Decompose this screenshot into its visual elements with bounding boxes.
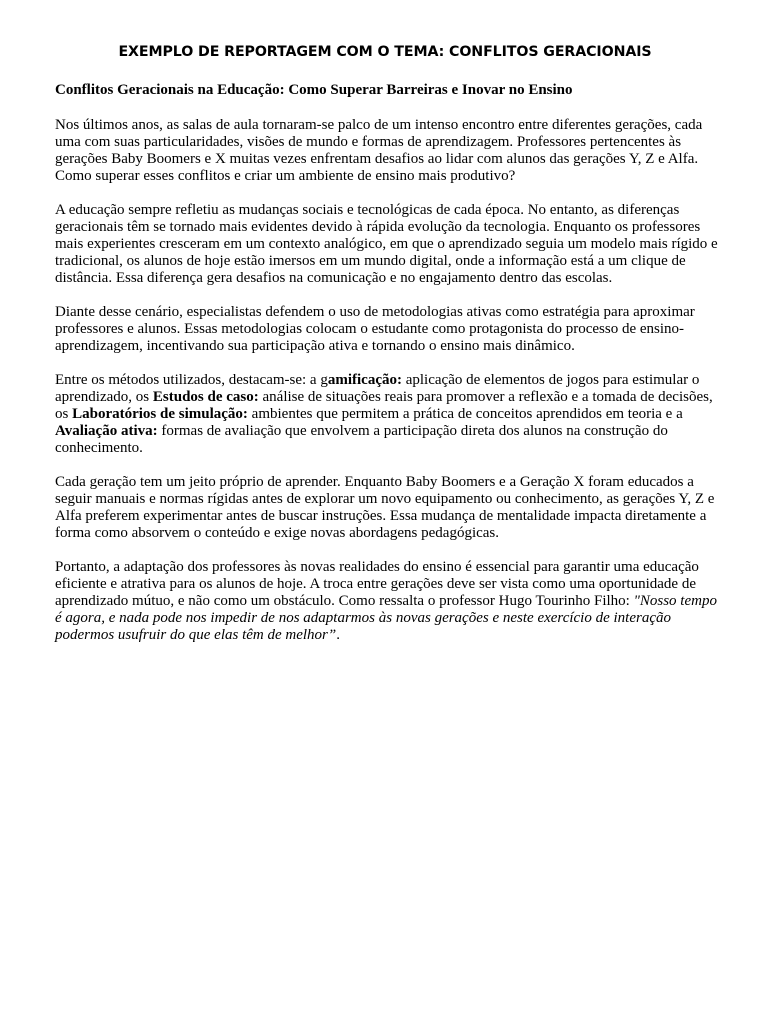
- professor-quote: "Nosso tempo é agora, e nada pode nos impedir de nos adaptarmos às novas gerações e neste exercício de interação podermos usufruir do que elas têm de melhor”: [55, 593, 717, 643]
- paragraph-6-end: .: [336, 627, 340, 643]
- paragraph-2: A educação sempre refletiu as mudanças sociais e tecnológicas de cada época. No entanto, as diferenças geracionais têm se tornado mais evidentes devido à rápida evolução da tecnologia. Enquanto os professores mais experientes cresceram em um contexto analógico, em que o aprendizado seguia um modelo mais rígido e tradicional, os alunos de hoje estão imersos em um mundo digital, onde a informação está a um clique de distância. Essa diferença gera desafios na comunicação e no engajamento dentro das escolas.: [55, 202, 718, 286]
- article-headline: Conflitos Geracionais na Educação: Como Superar Barreiras e Inovar no Ensino: [55, 82, 573, 98]
- desc-estudos-de-caso: análise de situações reais para promover a reflexão e a tomada de decisões, os: [55, 389, 713, 422]
- term-laboratorios: Laboratórios de simulação:: [72, 406, 248, 422]
- paragraph-4: [55, 372, 720, 457]
- term-gamificacao: amificação:: [327, 372, 402, 388]
- term-estudos-de-caso: Estudos de caso:: [152, 389, 259, 405]
- desc-avaliacao-ativa: formas de avaliação que envolvem a participação direta dos alunos na construção do conhecimento.: [55, 423, 668, 456]
- paragraph-3: Diante desse cenário, especialistas defendem o uso de metodologias ativas como estratégia para aproximar professores e alunos. Essas metodologias colocam o estudante como protagonista do processo de ensino-aprendizagem, incentivando sua participação ativa e tornando o ensino mais dinâmico.: [55, 304, 695, 354]
- paragraph-5: Cada geração tem um jeito próprio de aprender. Enquanto Baby Boomers e a Geração X foram educados a seguir manuais e normas rígidas antes de explorar um novo equipamento ou conhecimento, as gerações Y, Z e Alfa preferem experimentar antes de buscar instruções. Essa mudança de mentalidade impacta diretamente a forma como absorvem o conteúdo e exige novas abordagens pedagógicas.: [55, 474, 715, 541]
- desc-laboratorios: ambientes que permitem a prática de conceitos aprendidos em teoria e a: [247, 406, 683, 422]
- desc-gamificacao: aplicação de elementos de jogos para estimular o aprendizado, os: [55, 372, 700, 405]
- paragraph-6-text: Portanto, a adaptação dos professores às novas realidades do ensino é essencial para garantir uma educação eficiente e atrativa para os alunos de hoje. A troca entre gerações deve ser vista como uma oportunidade de aprendizado mútuo, e não como um obstáculo. Como ressalta o professor Hugo Tourinho Filho:: [55, 559, 699, 609]
- term-avaliacao-ativa: Avaliação ativa:: [55, 423, 158, 439]
- paragraph-6: [55, 559, 720, 644]
- document-title: EXEMPLO DE REPORTAGEM COM O TEMA: CONFLITOS GERACIONAIS: [118, 44, 652, 60]
- paragraph-1: Nos últimos anos, as salas de aula tornaram-se palco de um intenso encontro entre diferentes gerações, cada uma com suas particularidades, visões de mundo e formas de aprendizagem. Professores pertencentes às gerações Baby Boomers e X muitas vezes enfrentam desafios ao lidar com alunos das gerações Y, Z e Alfa. Como superar esses conflitos e criar um ambiente de ensino mais produtivo?: [55, 117, 703, 184]
- paragraph-4-intro: Entre os métodos utilizados, destacam-se: a g: [55, 372, 328, 388]
